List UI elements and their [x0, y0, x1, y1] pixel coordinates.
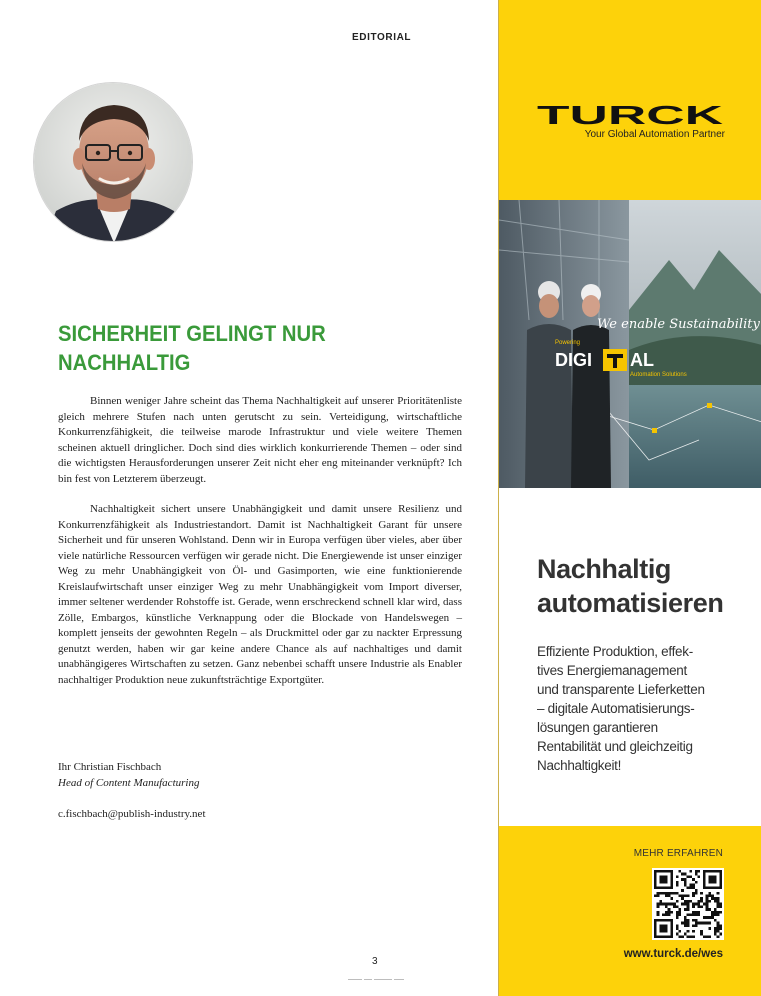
ad-headline-line: automatisieren [537, 588, 724, 618]
overlay-logo-left: DIGI [555, 350, 593, 370]
overlay-logo-sub: Automation Solutions [630, 372, 687, 378]
section-label: EDITORIAL [352, 32, 412, 43]
signature-email[interactable]: c.fischbach@publish-industry.net [58, 808, 206, 820]
author-portrait [33, 82, 193, 242]
ad-photo [499, 200, 761, 488]
article-headline [58, 319, 355, 377]
ad-headline [537, 552, 757, 620]
ad-copy-line: tives Energiemanagement [537, 663, 687, 678]
ad-copy-line: und transparente Lieferketten [537, 682, 705, 697]
qr-code[interactable] [652, 868, 724, 940]
turck-logo [537, 104, 723, 126]
author-portrait-image [34, 83, 193, 242]
factory-landscape-image [499, 200, 761, 488]
ad-headline-line: Nachhaltig [537, 554, 672, 584]
ad-copy-line: Rentabilität und gleichzeitig [537, 739, 693, 754]
ad-copy-line: lösungen garantieren [537, 720, 658, 735]
ad-copy [537, 642, 737, 775]
ad-cta-label[interactable]: MEHR ERFAHREN [633, 848, 723, 859]
qr-code-image [654, 870, 722, 938]
signature-block [58, 760, 378, 823]
brand-name: TURCK [537, 104, 723, 126]
ad-url-link[interactable]: www.turck.de/wes [623, 948, 723, 960]
ad-copy-line: Nachhaltigkeit! [537, 758, 622, 773]
brand-tagline: Your Global Automation Partner [584, 129, 725, 140]
signature-name: Ihr Christian Fischbach [58, 761, 162, 773]
page-number: 3 [372, 956, 378, 967]
overlay-small-text: Powering [555, 340, 581, 346]
article-paragraph: Binnen weniger Jahre scheint das Thema Nachhaltigkeit auf unserer Prioritätenliste gleich mehrere Stufen nach unten gerutscht zu sein. Verteidigung, wirtschaftliche Konkurrenzfähigkeit, die teilweise marode Infrastruktur und viele weitere Themen scheinen aktuell dringlicher. Doch sind dies wirklich konkurrierende Themen – oder sind die wichtigsten Herausforderungen unserer Zeit nicht eher eng miteinander verknüpft? Ich bin fest von Letzterem überzeugt. [58, 395, 462, 485]
advertisement [498, 0, 761, 996]
ad-copy-line: Effiziente Produktion, effek- [537, 644, 693, 659]
script-slogan: We enable Sustainability [597, 317, 760, 332]
ad-copy-line: – digitale Automatisierungs- [537, 701, 695, 716]
page-footer-mark [348, 970, 408, 974]
article-body [58, 394, 462, 688]
article-paragraph: Nachhaltigkeit sichert unsere Unabhängigkeit und damit unsere Resilienz und Konkurrenzfähigkeit als Industriestandort. Damit ist Nachhaltigkeit Garant für unsere Sicherheit und für unseren Wohlstand. Denn wir in Europa verfügen über vieles, aber über viele natürliche Ressourcen verfügen wir gerade nicht. Die Energiewende ist unser einziger Weg zu mehr Unabhängigkeit von Öl- und Gasimporten, wie eine funktionierende Kreislaufwirtschaft unser einziger Weg zu mehr Unabhängigkeit vom Import diverser, immer seltener werdender Rohstoffe ist. Gerade, wenn erschreckend schnell klar wird, dass Zölle, Embargos, künstliche Verknappung oder die Blockade von Handelswegen – komplett jenseits der gewohnten Regeln – als Druckmittel oder gar zu nackter Erpressung genutzt werden, haben wir gar keine andere Chance als auf nachhaltiges und damit unabhängigeres Wirtschaften zu setzen. Ganz nebenbei schafft unsere Industrie als Enabler nachhaltiger Produktion neue zukunftsträchtige Exportgüter. [58, 503, 462, 686]
headline-line: NACHHALTIG [58, 350, 191, 375]
signature-role: Head of Content Manufacturing [58, 776, 200, 789]
overlay-logo-right: AL [630, 350, 654, 370]
headline-line: SICHERHEIT GELINGT NUR [58, 321, 326, 346]
